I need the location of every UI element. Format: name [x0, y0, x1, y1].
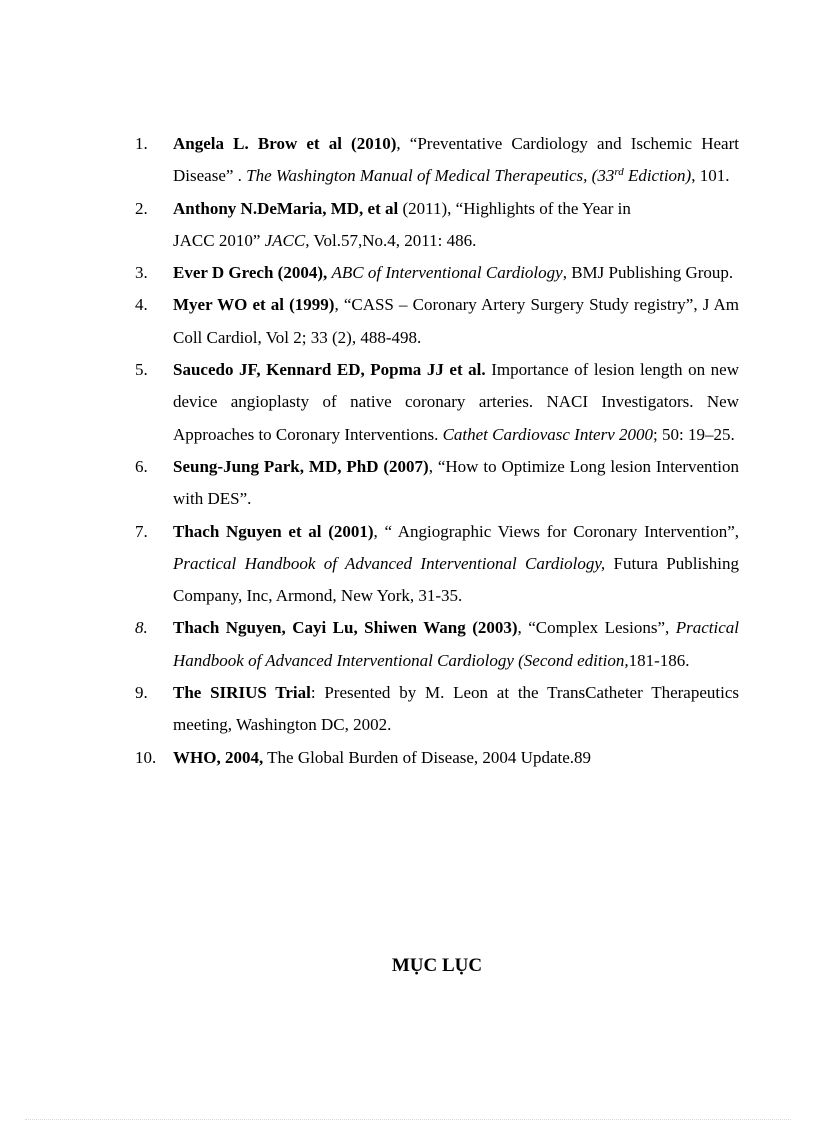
reference-number: 8. [135, 618, 148, 638]
reference-text: , “CASS – Coronary Artery Surgery Study registry”, J Am Coll Cardiol, Vol 2; 33 (2), 488-498. [173, 295, 740, 347]
reference-item [132, 742, 739, 774]
reference-number: 5. [135, 360, 148, 380]
reference-journal: JACC, [264, 230, 310, 250]
reference-tail: Futura Publishing Company, Inc, Armond, New York, 31-35. [173, 553, 740, 606]
reference-journal: ABC of Interventional Cardiology [331, 263, 563, 283]
reference-text: JACC 2010” [173, 230, 265, 250]
reference-text: : Presented by M. Leon at the TransCatheter Therapeutics meeting, Washington DC, 2002. [173, 683, 740, 735]
reference-item [132, 128, 739, 193]
reference-item [132, 354, 739, 451]
reference-authors: Ever D Grech (2004), [173, 263, 328, 283]
reference-tail: Vol.57,No.4, 2011: 486. [309, 230, 477, 250]
reference-text: , “Complex Lesions”, [517, 618, 676, 638]
reference-authors: Myer WO et al (1999) [173, 295, 335, 315]
reference-number: 6. [135, 456, 148, 476]
reference-number: 2. [135, 198, 148, 218]
reference-authors: Seung-Jung Park, MD, PhD (2007) [173, 456, 429, 476]
reference-journal: Practical Handbook of Advanced Interventional Cardiology (Second edition, [173, 618, 739, 670]
reference-journal: Cathet Cardiovasc Interv 2000 [442, 424, 654, 444]
reference-text: The Global Burden of Disease, 2004 Update.89 [263, 747, 592, 767]
reference-item [132, 193, 739, 258]
reference-item [132, 516, 739, 613]
reference-text: , “ Angiographic Views for Coronary Intervention”, [373, 521, 739, 541]
page-divider [25, 1119, 791, 1120]
reference-item [132, 257, 739, 289]
reference-number: 9. [135, 683, 148, 703]
reference-tail: , 101. [691, 166, 730, 186]
reference-authors: Anthony N.DeMaria, MD, et al [173, 198, 399, 218]
reference-journal: Practical Handbook of Advanced Interventional Cardiology, [173, 553, 606, 573]
reference-authors: The SIRIUS Trial [173, 683, 311, 703]
section-title: MỤC LỤC [391, 955, 483, 976]
reference-authors: WHO, 2004, [173, 747, 264, 767]
reference-item [132, 612, 739, 677]
reference-authors: Thach Nguyen, Cayi Lu, Shiwen Wang (2003) [173, 618, 518, 638]
reference-text: (2011), “Highlights of the Year in [398, 198, 631, 218]
reference-authors: Saucedo JF, Kennard ED, Popma JJ et al. [173, 360, 486, 380]
reference-item [132, 289, 739, 354]
reference-number: 3. [135, 263, 148, 283]
reference-journal-tail: Ediction) [627, 166, 692, 186]
reference-journal: The Washington Manual of Medical Therapeutics, (33 [246, 166, 615, 186]
reference-list [132, 128, 739, 774]
reference-text: Importance of lesion length on new device angioplasty of native coronary arteries. NACI Investigators. New Approaches to Coronary Interventions. [173, 360, 739, 444]
reference-number: 10. [135, 747, 157, 767]
reference-authors: Angela L. Brow et al (2010) [173, 134, 397, 153]
reference-tail: 181-186. [628, 650, 690, 670]
reference-tail: ; 50: 19–25. [653, 424, 735, 444]
reference-number: 4. [135, 295, 148, 315]
reference-text: , “Preventative Cardiology and Ischemic Heart Disease” . [173, 134, 739, 186]
reference-number: 1. [135, 134, 148, 153]
reference-authors: Thach Nguyen et al (2001) [173, 521, 374, 541]
reference-journal-sup: rd [614, 166, 624, 179]
reference-text: , “How to Optimize Long lesion Intervention with DES”. [173, 456, 739, 509]
reference-item [132, 677, 739, 742]
reference-number: 7. [135, 521, 148, 541]
reference-item [132, 451, 739, 516]
reference-tail: , BMJ Publishing Group. [562, 263, 734, 283]
